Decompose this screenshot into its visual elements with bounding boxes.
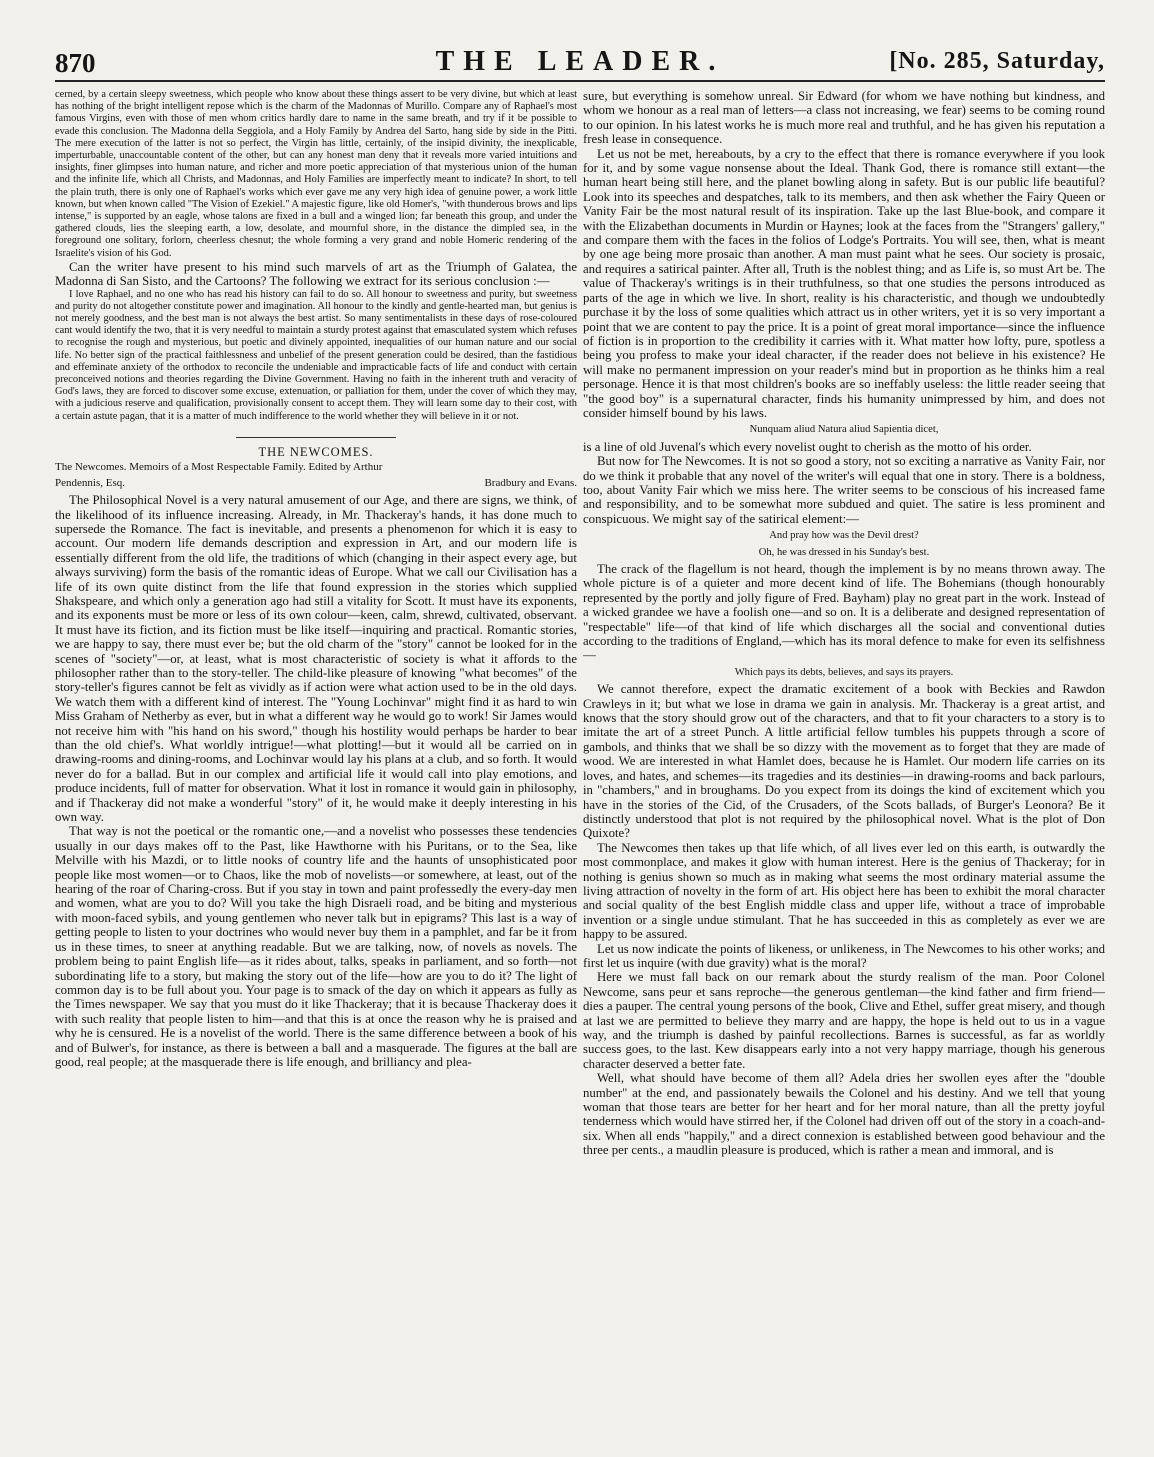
block-quote: I love Raphael, and no one who has read his history can fail to do so. All honour to sweetness and purity, but sweetness and purity do not altogether constitute power and imagination. All honour to the kindly and gentle-hearted man, but genius is not merely goodness, and the best man is not always the best artist. So many sentimentalists in these days of rose-coloured cant would identify the two, that it is very needful to maintain a sturdy protest against that emasculated system which refuses to recognise the rough and mysterious, but poetic and divinely appointed, inequalities of our human nature and our social life. No better sign of the practical faithlessness and unbelief of the present generation could be desired, than the fastidious and effeminate anxiety of the orthodox to reconcile the undeniable and impracticable facts of life and conduct with certain preconceived notions and theories regarding the Divine Government. Having no faith in the inherent truth and veracity of God's laws, they are forced to discover some excuse, extenuation, or palliation for them, under the cover of which they may, with a judicious reserve and qualification, provisionally consent to accept them. They will learn some day to their cost, with a certain astute pagan, that it is a matter of much indifference to the world whether they will believe in it or not. [55, 288, 577, 422]
section-divider [236, 437, 396, 438]
page-number: 870 [55, 48, 96, 78]
paragraph: sure, but everything is somehow unreal. Sir Edward (for whom we have nothing but kindness, and whom we honour as a real man of letters—a class not increasing, we fear) seems to be coming round to our opinion. In his latest works he is much more real and truthful, and he has given his reputation a fresh lease in consequence. [583, 89, 1105, 147]
paragraph: The Newcomes then takes up that life which, of all lives ever led on this earth, is outwardly the most commonplace, and makes it glow with human interest. Here is the genius of Thackeray; for in nothing is genius shown so much as in making what seems the most ordinary material assume the living attraction of novelty in the form of art. His object here has been to exhibit the moral character and social quality of the best English middle class and upper life, without a trace of improbable invention or a single undue stimulant. That he has succeeded in this as completely as ever we are happy to be assured. [583, 840, 1105, 942]
verse-line: And pray how was the Devil drest? [769, 530, 919, 542]
paragraph: Here we must fall back on our remark about the sturdy realism of the man. Poor Colonel Newcome, sans peur et sans reproche—the generous gentleman—the kind father and firm friend—dies a pauper. The central young persons of the book, Clive and Ethel, suffer great misery, and though at last we are permitted to believe they marry and are happy, the hope is held out to us in a vague way, and the triumph is dashed by painful recollections. Barnes is successful, as far as worldly success goes, to the last. Kew disappears early into a not very happy marriage, though his generous character deserved a better fate. [583, 970, 1105, 1071]
paragraph: But now for The Newcomes. It is not so good a story, not so exciting a narrative as Vanity Fair, nor do we think it probable that any novel of the writer's will equal that one in story. There is a boldness, too, about Vanity Fair which we miss here. The writer seems to be conscious of his increased fame and responsibility, and to be somewhat more subdued and quiet. The satire is less prominent and conspicuous. We might say of the satirical element:— [583, 454, 1105, 526]
masthead-title: THE LEADER. [435, 46, 725, 77]
paragraph: We cannot therefore, expect the dramatic excitement of a book with Beckies and Rawdon Crawleys in it; but what we lose in drama we gain in analysis. Mr. Thackeray is a great artist, and knows that the story should grow out of the characters, and that to fit your characters to a story is to imitate the art of a street Punch. A little artificial fellow tumbles his puppets through a score of gambols, and thinks that we shall be so dizzy with the movement as to forget that they are made of wood. We are interested in what Hamlet does, because he is Hamlet. Our modern life carries on its loves, and hates, and schemes—its tragedies and its destinies—in drawing-rooms and back parlours, in "chambers," and in broughams. Do you expect from its doings the kind of excitement which you have in the stories of the Cid, of the Crusaders, of the Scots ballads, of Burger's Leonora? Be it distinctly understood that plot is not required by the philosophical novel. What is the plot of Don Quixote? [583, 682, 1105, 841]
paragraph: The Philosophical Novel is a very natural amusement of our Age, and there are signs, we think, of the likelihood of its influence increasing. Already, in Mr. Thackeray's hands, it has done much to supersede the Romance. The fact is inevitable, and presents a phenomenon for which it is easy to account. Our modern life demands description and expression in Art, and our modern life is essentially different from the old life, the traditions of which (changing in their aspect every age, but always surviving) form the basis of the romantic ideas of Europe. What we call our Civilisation has a life of its own quite distinct from the life that found expression in the stories which supplied Shakspeare, and which only a generation ago had still a vitality for Scott. It must have its exponents, and its exponents must be more or less of its own colour—keen, calm, shrewd, cultivated, observant. It must have its fiction, and its fiction must be like itself—inquiring and practical. Romantic stories, we are happy to say, there must ever be; but the old charm of the "story" cannot be looked for in the scenes of "society"—or, at least, what is most characteristic of society is what it affords to the philosopher rather than to the story-teller. The child-like pleasure of knowing "what becomes" of the story-teller's figures cannot be felt as vividly as if action were what action used to be in the old days. We watch them with a different kind of interest. The "Young Lochinvar" might find it as hard to win Miss Graham of Netherby as ever, but in what a different way he would go to work! Sir James would not receive him with "his hand on his sword," though his hostility would perhaps be harder to bear than the old chief's. What worldly intrigue!—what plotting!—but it would all be carried on in drawing-rooms and dining-rooms, and Lochinvar would lay his plans at a club, and so forth. It would never do for a ballad. But in our complex and artificial life it would call into play emotions, and produce incidents, full of matter for observation. What it lost in romance it would gain in philosophy, and if Thackeray did not make a wonderful "story" of it, he would make it deeply interesting in his own way. [55, 493, 577, 825]
editor-name: Pendennis, Esq. [55, 476, 125, 489]
paragraph: That way is not the poetical or the romantic one,—and a novelist who possesses these tendencies usually in our days makes off to the Past, like Hawthorne with his Puritans, or to the Sea, like Melville with his Mazdi, or to little nooks of country life and the haunts of unsophisticated poor people like most women—or to Chaos, like the mob of novelists—or somewhere, at least, out of the hearing of the roar of Charing-cross. But if you stay in town and paint professedly the every-day men and women, what are you to do? Will you take the high Disraeli road, and be biting and mysterious with moon-faced sybils, and young gentlemen who never talk but in epigrams? This last is a way of getting people to listen to your doctrines who would never buy them in a pamphlet, and far be it from us in these times, to sneer at anything readable. But we are talking, now, of novels as novels. The problem being to paint English life—as it rides about, talks, speaks in parliament, and so forth—not subordinating life to a story, but making the story out of the life—how are you to do it? The light of common day is to be full about you. Your page is to smack of the day on which it appears as fully as the Times newspaper. We say that you must do it like Thackeray; that it is because Thackeray does it with such reality that people listen to him—and that this is at once the reason why he is praised and why he is censured. He is a novelist of the world. There is the same difference between a book of his and of Bulwer's, for instance, as there is between a ball and a masquerade. The figures at the ball are good, real people; at the masquerade there is life enough, and brilliancy and plea- [55, 824, 577, 1069]
verse-line: Oh, he was dressed in his Sunday's best. [758, 546, 930, 558]
page-header [55, 40, 1105, 82]
paragraph: Well, what should have become of them all? Adela dries her swollen eyes after the "double number" at the end, and passionately bewails the Colonel and his destiny. And we tell that young woman that those tears are better for her heart and for her moral nature, than all the pretty joyful tenderness which would have stirred her, if the Colonel had driven off out of the story in a coach-and-six. When all ends "happily," and a direct connexion is established between good behaviour and the three per cents., a maudlin pleasure is produced, which is rather a mean and immoral, and is [583, 1071, 1105, 1158]
paragraph: Let us now indicate the points of likeness, or unlikeness, in The Newcomes to his other works; and first let us inquire (with due gravity) what is the moral? [583, 941, 1105, 970]
paragraph: is a line of old Juvenal's which every novelist ought to cherish as the motto of his order. [583, 439, 1032, 454]
right-column [583, 89, 1105, 1439]
section-heading: THE NEWCOMES. [258, 444, 374, 459]
issue-label: [No. 285, Saturday, [889, 48, 1105, 74]
paragraph: Let us not be met, hereabouts, by a cry to the effect that there is romance everywhere if you look for it, and by some vague nonsense about the Ideal. Thank God, there is romance still extant—the human heart being still here, and the planet bowling along in safety. But is our public life beautiful? Look into its speeches and despatches, talk to its members, and then ask whether the Fairy Queen or Vanity Fair be the most natural result of its inspiration. Take up the last Blue-book, and compare it with the Elizabethan documents in Murdin or Haynes; look at the faces from the "Strangers' gallery," and compare them with the faces in the folios of Lodge's Portraits. You will see, then, what is meant by one age being more prosaic than another. A man must paint what he sees. Our society is prosaic, and requires a satirical painter. After all, Truth is the noblest thing; and as Life is, so must Art be. The value of Thackeray's writings is in their truthfulness, so that one studies the persons introduced as parts of the age in which we live. In short, reality is his characteristic, and though we undoubtedly purchase it by the loss of some qualities which attract us in other writers, yet it is so very important a point that we are content to pay the price. It is a point of great moral importance—since the influence of fiction is in proportion to the credibility it carries with it. What matter how lofty, pure, spotless a being you profess to make your ideal character, if the reader does not believe in his existence? He will make no permanent impression on your reader's mind but in proportion as he thinks him a real personage. Hence it is that most children's books are so ineffably useless: the little reader seeing that "the good boy" is a supernatural character, finds his humanity unimpressed by him, and does not consider himself bound by his laws. [583, 146, 1105, 420]
paragraph: Can the writer have present to his mind such marvels of art as the Triumph of Galatea, the Madonna di San Sisto, and the Cartoons? The following we extract for its serious conclusion :— [55, 259, 577, 289]
review-subheading: The Newcomes. Memoirs of a Most Respectable Family. Edited by Arthur [55, 461, 383, 474]
paragraph: The crack of the flagellum is not heard, though the implement is by no means thrown away. The whole picture is of a quieter and more decent kind of life. The Bohemians (though honourably represented by the portly and jolly figure of Fred. Bayham) play no great part in the work. Instead of a wicked grandee we have a foolish one—and so on. It is a deliberate and designed representation of "respectable" life—of that kind of life which discharges all the social and conventional duties according to the traditions of England,—which has its moral defence to make for even its selfishness— [583, 562, 1105, 663]
publication-line [55, 477, 577, 490]
left-column [55, 89, 577, 1439]
latin-motto: Nunquam aliud Natura aliud Sapientia dicet, [749, 424, 939, 436]
publisher-name: Bradbury and Evans. [484, 476, 577, 489]
paragraph: cerned, by a certain sleepy sweetness, which people who know about these things assert to be very divine, but which at least has nothing of the bright intelligent repose which is the charm of the Madonnas of Murillo. Compare any of Raphael's most famous Virgins, even with those of men whom critics hardly dare to name in the same breath, and try if it be possible to evade this conclusion. The Madonna della Seggiola, and a Holy Family by Andrea del Sarto, hang side by side in the Pitti. The mere execution of the latter is not so perfect, the Virgin has little, certainly, of the insipid divinity, the inexplicable, imperturbable, unaccountable content of the other, but can any honest man deny that it reveals more varied intuitions and insights, finer glimpses into human nature, and richer and more poetic appreciation of that mysterious union of the human and the infinite life, which all Christs, and Madonnas, and Holy Families are imperfectly meant to indicate? In short, to tell the plain truth, there is only one of Raphael's works which ever gave me any very high idea of genuine power, a work little known, but when known called "The Vision of Ezekiel." A majestic figure, like old Homer's, "with thunderous brows and lips intense," is supported by an eagle, whose talons are fixed in a bull and a winged lion; far beneath this group, and under the gathered clouds, lies the sleeping earth, a low, desolate, and mournful shore, in the distance the dimpled sea, in the foreground one solitary, forlorn, cheerless chesnut; the whole forming a very grand and noble Homeric rendering of the Israelite's vision of his God. [55, 89, 577, 259]
verse-line: Which pays its debts, believes, and says its prayers. [734, 666, 954, 678]
